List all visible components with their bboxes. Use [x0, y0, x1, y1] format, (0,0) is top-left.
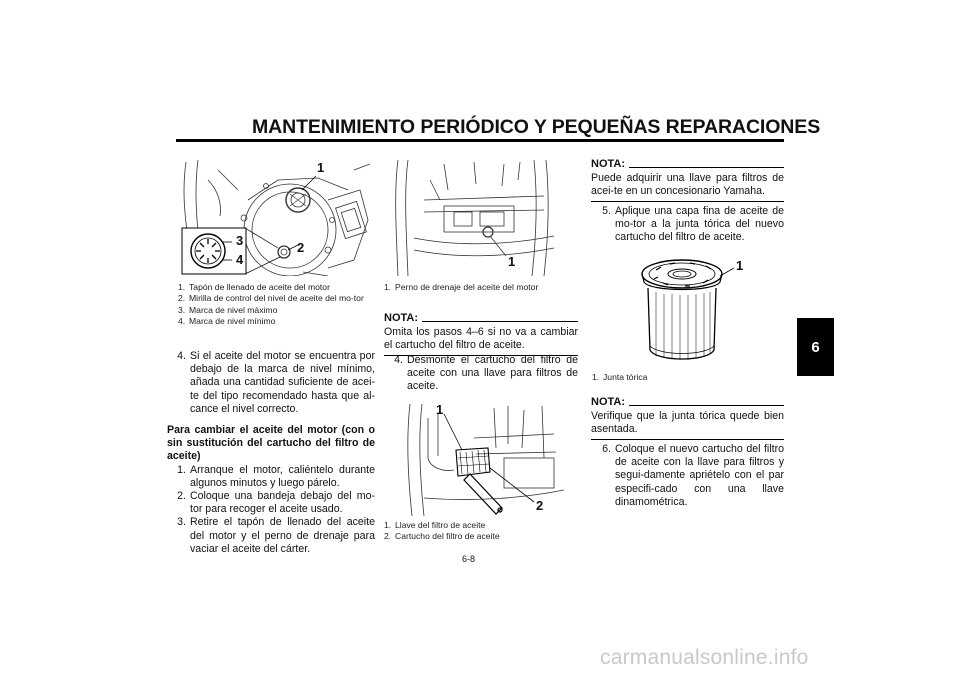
- callout-3: 3: [236, 233, 244, 248]
- step-6-install-filter: 6. Coloque el nuevo cartucho del filtro de aceite con la llave para filtros y segui-damente apriételo con el par especifi-cado con una llave dinamométrica.: [602, 443, 784, 508]
- nota-yamaha-dealer: [591, 158, 784, 202]
- right-column-step6: [592, 443, 784, 509]
- figure-1-caption: [178, 282, 376, 328]
- middle-column-text: [384, 354, 578, 394]
- nota-divider: [591, 439, 784, 440]
- figure-filter-wrench: [384, 398, 580, 516]
- step-3: 3. Retire el tapón de llenado del aceite del motor y el perno de drenaje para vaciar el aceite del cárter.: [177, 516, 375, 555]
- figure-o-ring: [620, 252, 760, 368]
- caption-item: 4. Marca de nivel mínimo: [178, 316, 276, 327]
- callout-1: 1: [436, 402, 444, 417]
- figure-3-caption: [384, 520, 580, 543]
- nota-o-ring-seated: [591, 396, 784, 440]
- caption-item: 1. Perno de drenaje del aceite del motor: [384, 282, 539, 292]
- nota-text: Puede adquirir una llave para filtros de acei-te en un concesionario Yamaha.: [591, 172, 784, 198]
- callout-2: 2: [536, 498, 544, 513]
- nota-header: NOTA:: [591, 396, 784, 408]
- caption-item: 1. Llave del filtro de aceite: [384, 520, 486, 530]
- nota-divider: [591, 201, 784, 202]
- step-2: 2. Coloque una bandeja debajo del mo-tor para recoger el aceite usado.: [177, 490, 375, 516]
- callout-1: 1: [508, 254, 516, 269]
- section-heading-oil-change: Para cambiar el aceite del motor (con o sin sustitución del cartucho del filtro de aceite): [167, 424, 375, 463]
- figure-oil-level-window: [178, 160, 374, 276]
- watermark: carmanualsonline.info: [600, 646, 809, 669]
- page-number: 6-8: [462, 554, 476, 564]
- chapter-tab: 6: [797, 318, 834, 376]
- caption-item: 3. Marca de nivel máximo: [178, 304, 278, 315]
- caption-item: 2. Cartucho del filtro de aceite: [384, 531, 500, 542]
- nota-header: NOTA:: [591, 158, 784, 170]
- nota-header: NOTA:: [384, 312, 578, 324]
- caption-item: 1. Tapón de llenado de aceite del motor: [178, 282, 330, 292]
- engine-oil-level-illustration: [178, 160, 374, 276]
- step-1: 1. Arranque el motor, caliéntelo durante algunos minutos y luego párelo.: [177, 463, 375, 489]
- callout-4: 4: [236, 252, 244, 267]
- step-4-remove-filter: 4. Desmonte el cartucho del filtro de aceite con una llave para filtros de aceite.: [394, 354, 578, 393]
- nota-text: Omita los pasos 4–6 si no va a cambiar el cartucho del filtro de aceite.: [384, 326, 578, 352]
- caption-item: 1. Junta tórica: [592, 372, 648, 382]
- nota-text: Verifique que la junta tórica quede bien asentada.: [591, 410, 784, 436]
- drain-bolt-illustration: [384, 160, 580, 276]
- left-column-text: [167, 350, 375, 556]
- page-title: MANTENIMIENTO PERIÓDICO Y PEQUEÑAS REPARACIONES: [252, 116, 821, 138]
- nota-skip-steps: [384, 312, 578, 356]
- callout-2: 2: [297, 240, 305, 255]
- caption-item: 2. Mirilla de control del nivel de aceite del mo-tor: [178, 293, 364, 304]
- figure-4-caption: [592, 372, 782, 383]
- figure-2-caption: [384, 282, 584, 293]
- step-5-apply-oil: 5. Aplique una capa fina de aceite de mo-tor a la junta tórica del nuevo cartucho del filtro de aceite.: [602, 205, 784, 244]
- figure-drain-bolt: [384, 160, 580, 276]
- right-column-step5: [592, 205, 784, 245]
- header-rule: [176, 139, 784, 142]
- filter-wrench-illustration: [384, 398, 580, 516]
- callout-1: 1: [317, 160, 325, 175]
- callout-1: 1: [736, 258, 744, 273]
- step-4-check-level: 4. Si el aceite del motor se encuentra por debajo de la marca de nivel mínimo, añada una cantidad suficiente de acei-te del tipo recomendado hasta que al-cance el nivel correcto.: [177, 350, 375, 415]
